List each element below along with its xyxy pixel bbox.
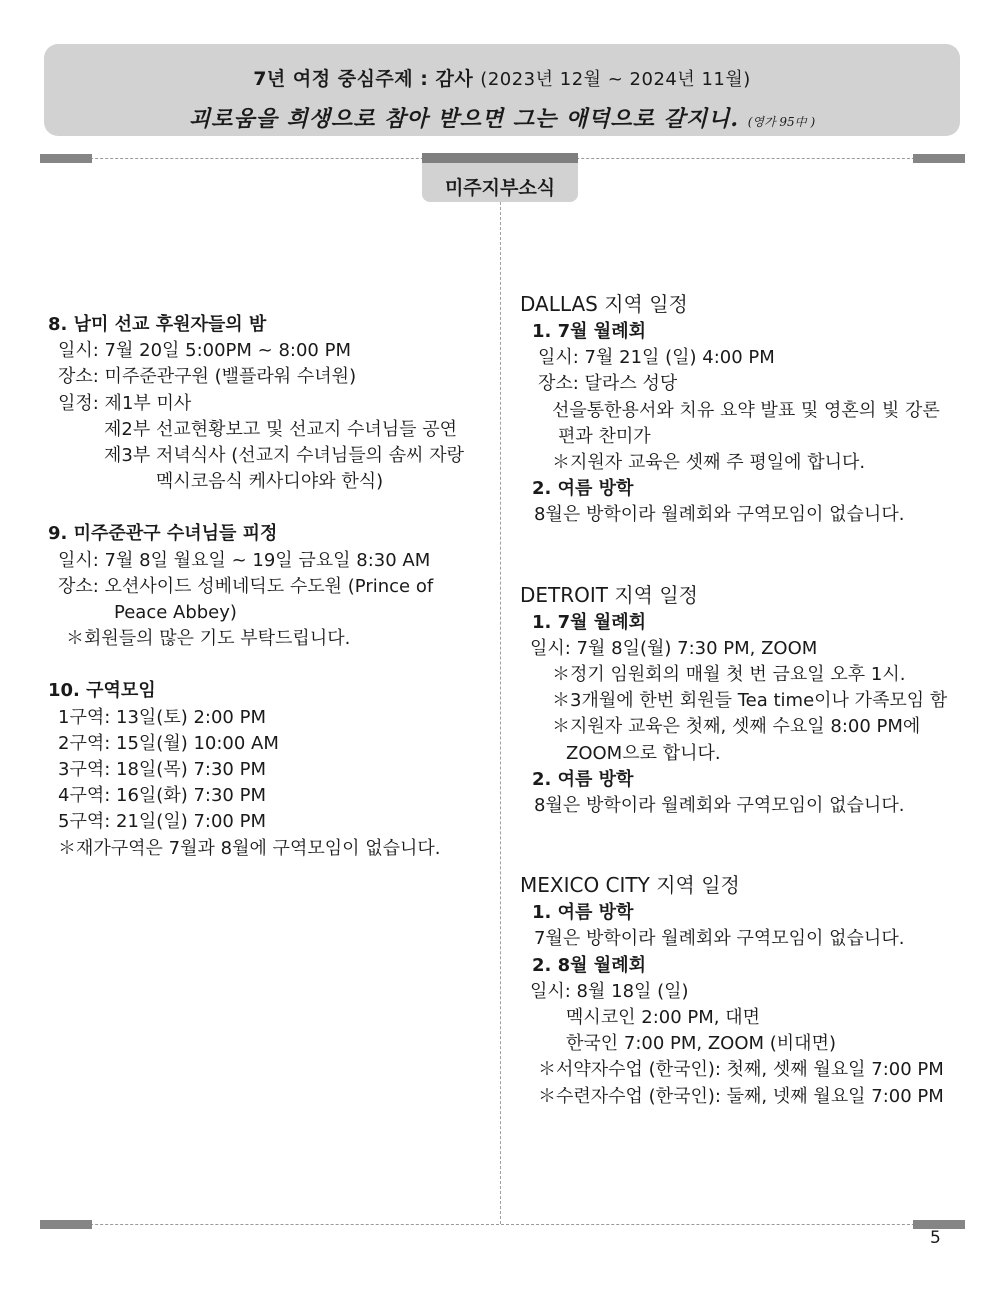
mexico-sub-2: 2. 8월 월례회 <box>532 954 646 976</box>
section-8-date: 일시: 7월 20일 5:00PM ~ 8:00 PM <box>58 340 351 362</box>
detroit-title: DETROIT 지역 일정 <box>520 582 699 607</box>
section-8-schedule-1: 일정: 제1부 미사 <box>58 392 192 414</box>
dallas-line-2: 편과 찬미가 <box>558 425 651 447</box>
bottom-divider <box>40 1224 965 1225</box>
section-title: 미주지부소식 <box>444 177 556 199</box>
detroit-sub-1: 1. 7월 월례회 <box>532 611 646 633</box>
mexico-note-1: ＊서약자수업 (한국인): 첫째, 셋째 월요일 7:00 PM <box>538 1059 944 1081</box>
detroit-note-1: ＊정기 임원회의 매월 첫 번 금요일 오후 1시. <box>552 664 906 686</box>
section-8-schedule-2: 제2부 선교현황보고 및 선교지 수녀님들 공연 <box>104 418 458 440</box>
district-item: 4구역: 16일(화) 7:30 PM <box>58 785 266 807</box>
section-8-schedule-4: 멕시코음식 케사디야와 한식) <box>156 471 384 493</box>
section-tab <box>422 153 578 202</box>
mexico-date: 일시: 8월 18일 (일) <box>530 980 689 1002</box>
dallas-line-1: 선을통한용서와 치유 요약 발표 및 영혼의 빛 강론 <box>552 399 940 421</box>
dallas-sub-1: 1. 7월 월례회 <box>532 321 646 342</box>
dallas-note: ＊지원자 교육은 셋째 주 평일에 합니다. <box>552 452 866 474</box>
detroit-note-3: ＊지원자 교육은 첫째, 셋째 수요일 8:00 PM에 <box>552 716 921 738</box>
section-8-title: 8. 남미 선교 후원자들의 밤 <box>48 314 267 335</box>
district-item: 2구역: 15일(월) 10:00 AM <box>58 732 279 754</box>
district-item: 1구역: 13일(토) 2:00 PM <box>58 706 266 728</box>
left-column <box>48 312 464 862</box>
dallas-title: DALLAS 지역 일정 <box>520 292 688 316</box>
section-9-note: ＊회원들의 많은 기도 부탁드립니다. <box>66 628 351 650</box>
section-9-date: 일시: 7월 8일 월요일 ~ 19일 금요일 8:30 AM <box>58 549 431 571</box>
theme-banner <box>44 44 960 136</box>
mexico-title: MEXICO CITY 지역 일정 <box>520 873 740 898</box>
section-10-title: 10. 구역모임 <box>48 680 156 702</box>
page-number: 5 <box>930 1228 941 1248</box>
dallas-place: 장소: 달라스 성당 <box>538 373 678 395</box>
detroit-summer: 8월은 방학이라 월례회와 구역모임이 없습니다. <box>534 795 905 817</box>
mexico-sub-1: 1. 여름 방학 <box>532 902 634 924</box>
verse-source: (영가 95中 ) <box>747 115 816 129</box>
section-8-place: 장소: 미주준관구원 (밸플라워 수녀원) <box>58 366 357 388</box>
mexico-korean-time: 한국인 7:00 PM, ZOOM (비대면) <box>566 1033 836 1055</box>
section-8-schedule-3: 제3부 저녁식사 (선교지 수녀님들의 솜씨 자랑 <box>104 445 465 467</box>
mexico-local-time: 멕시코인 2:00 PM, 대면 <box>566 1007 761 1029</box>
section-9-place: 장소: 오션사이드 성베네딕도 수도원 (Prince of <box>58 575 434 597</box>
top-right-bar <box>913 154 965 163</box>
dallas-summer: 8월은 방학이라 월례회와 구역모임이 없습니다. <box>534 504 905 526</box>
theme-label: 7년 여정 중심주제 : 감사 <box>253 68 474 90</box>
section-9-place-cont: Peace Abbey) <box>114 602 237 624</box>
mexico-summer: 7월은 방학이라 월례회와 구역모임이 없습니다. <box>534 928 905 950</box>
top-left-bar <box>40 154 92 163</box>
detroit-note-3-cont: ZOOM으로 합니다. <box>566 742 721 764</box>
theme-line <box>44 64 960 91</box>
bottom-left-bar <box>40 1220 92 1229</box>
detroit-sub-2: 2. 여름 방학 <box>532 768 634 790</box>
dallas-date: 일시: 7월 21일 (일) 4:00 PM <box>538 347 775 369</box>
dallas-sub-2: 2. 여름 방학 <box>532 478 634 500</box>
theme-range: (2023년 12월 ~ 2024년 11월) <box>480 69 751 90</box>
detroit-date: 일시: 7월 8일(월) 7:30 PM, ZOOM <box>530 637 818 659</box>
mexico-note-2: ＊수련자수업 (한국인): 둘째, 넷째 월요일 7:00 PM <box>538 1085 944 1107</box>
verse-line <box>44 102 960 133</box>
section-9-title: 9. 미주준관구 수녀님들 피정 <box>48 523 278 545</box>
verse-text: 괴로움을 희생으로 참아 받으면 그는 애덕으로 갈지니. <box>188 106 740 132</box>
detroit-note-2: ＊3개월에 한번 회원들 Tea time이나 가족모임 함 <box>552 690 948 712</box>
district-item: 3구역: 18일(목) 7:30 PM <box>58 759 266 781</box>
right-column <box>520 290 947 1110</box>
column-divider <box>500 202 501 1224</box>
section-10-note: ＊재가구역은 7월과 8월에 구역모임이 없습니다. <box>58 837 441 859</box>
district-item: 5구역: 21일(일) 7:00 PM <box>58 811 266 833</box>
section-tab-bar <box>422 153 578 163</box>
